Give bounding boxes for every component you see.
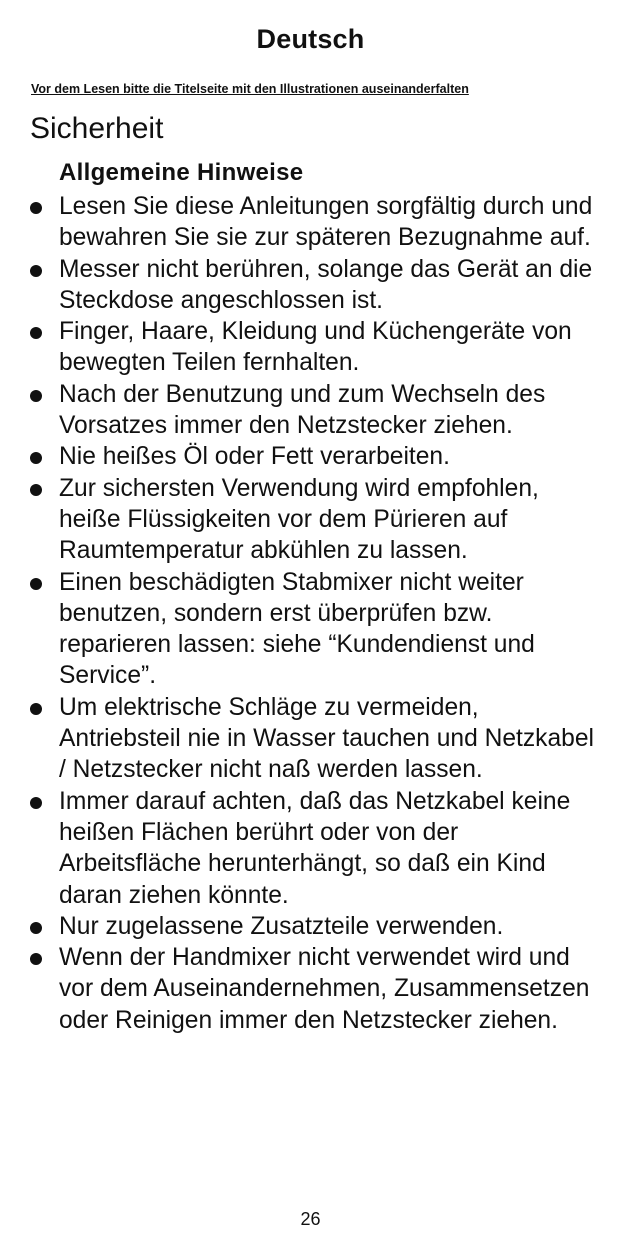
list-item-text: Lesen Sie diese Anleitungen sorgfältig durch und bewahren Sie sie zur späteren Bezugnahme auf. <box>59 193 593 252</box>
bullet-icon <box>30 452 42 464</box>
bullet-icon <box>30 797 42 809</box>
bullet-icon <box>30 390 42 402</box>
list-item-text: Einen beschädigten Stabmixer nicht weiter benutzen, sondern erst überprüfen bzw. reparieren lassen: siehe “Kundendienst und Service”. <box>59 568 535 690</box>
list-item-text: Wenn der Handmixer nicht verwendet wird und vor dem Auseinandernehmen, Zusammensetzen oder Reinigen immer den Netzstecker ziehen. <box>59 944 590 1034</box>
list-item-text: Um elektrische Schläge zu vermeiden, Antriebsteil nie in Wasser tauchen und Netzkabel / Netzstecker nicht naß werden lassen. <box>59 693 594 784</box>
list-item-text: Finger, Haare, Kleidung und Küchengeräte von bewegten Teilen fernhalten. <box>59 318 572 377</box>
subsection-title: Allgemeine Hinweise <box>59 159 304 186</box>
bullet-icon <box>30 922 42 934</box>
list-item <box>30 379 595 442</box>
list-item-text: Messer nicht berühren, solange das Gerät an die Steckdose angeschlossen ist. <box>59 255 593 314</box>
list-item <box>30 473 595 567</box>
bullet-icon <box>30 202 42 214</box>
list-item <box>30 441 595 472</box>
bullet-icon <box>30 327 42 339</box>
safety-list <box>30 191 595 1036</box>
bullet-icon <box>30 484 42 496</box>
list-item <box>30 254 595 317</box>
list-item-text: Nach der Benutzung und zum Wechseln des Vorsatzes immer den Netzstecker ziehen. <box>59 380 546 440</box>
bullet-icon <box>30 953 42 965</box>
page-number: 26 <box>300 1209 321 1229</box>
list-item-text: Nie heißes Öl oder Fett verarbeiten. <box>59 443 450 471</box>
bullet-icon <box>30 265 42 277</box>
list-item-text: Zur sichersten Verwendung wird empfohlen, heiße Flüssigkeiten vor dem Pürieren auf Raumtemperatur abkühlen zu lassen. <box>59 474 539 565</box>
list-item <box>30 942 595 1036</box>
list-item-text: Nur zugelassene Zusatzteile verwenden. <box>59 912 504 940</box>
language-heading: Deutsch <box>256 24 365 54</box>
list-item <box>30 692 595 786</box>
list-item <box>30 191 595 254</box>
list-item-text: Immer darauf achten, daß das Netzkabel keine heißen Flächen berührt oder von der Arbeitsfläche herunterhängt, so daß ein Kind daran ziehen könnte. <box>59 787 571 909</box>
bullet-icon <box>30 703 42 715</box>
list-item <box>30 911 595 942</box>
unfold-instruction: Vor dem Lesen bitte die Titelseite mit den Illustrationen auseinanderfalten <box>31 82 469 96</box>
bullet-icon <box>30 578 42 590</box>
list-item <box>30 316 595 379</box>
list-item <box>30 567 595 692</box>
list-item <box>30 786 595 911</box>
section-title: Sicherheit <box>30 112 164 145</box>
